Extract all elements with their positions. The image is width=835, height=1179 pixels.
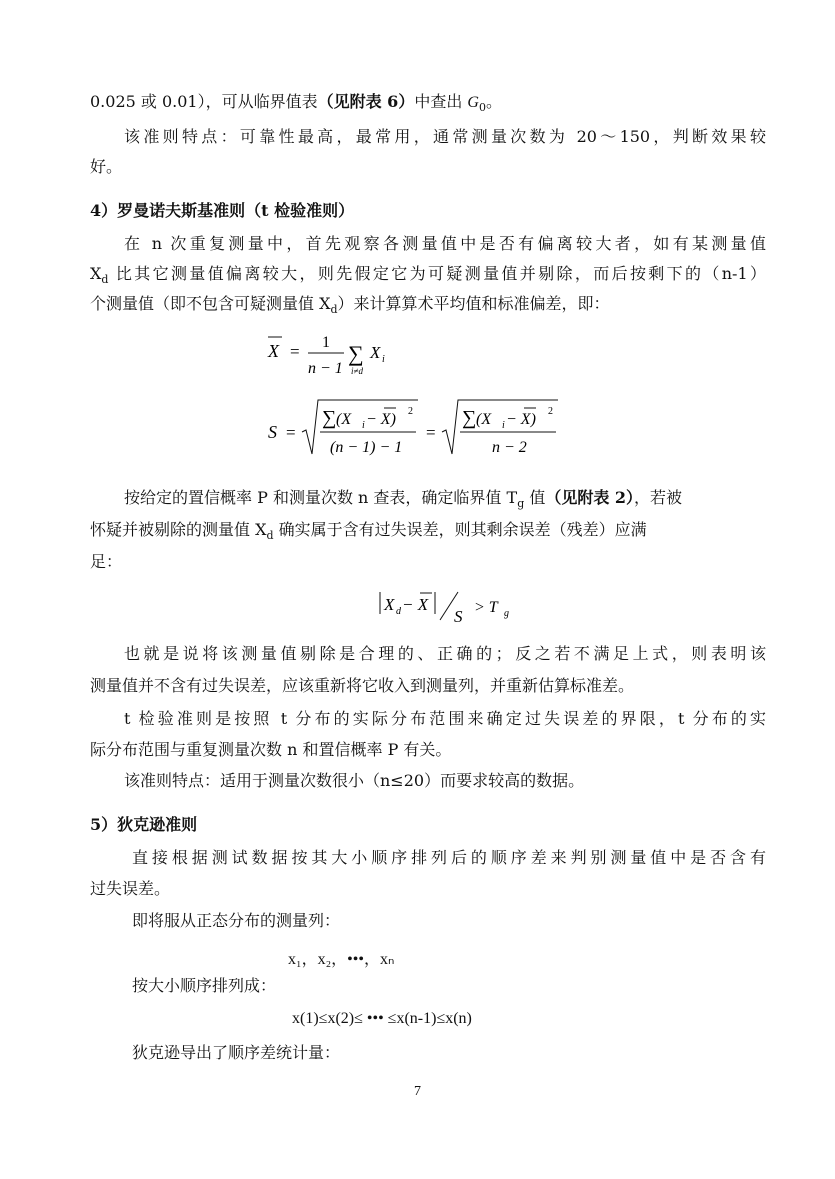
appendix-reference: （见附表 2） xyxy=(545,488,635,507)
symbol-g: G xyxy=(467,94,479,111)
sum-symbol: ∑ xyxy=(322,407,337,429)
xi-symbol: X xyxy=(370,343,381,362)
equals-sign: = xyxy=(290,342,300,361)
s-symbol: S xyxy=(268,422,277,442)
numerator-part: (X xyxy=(476,411,492,428)
paragraph-line: 过失误差。 xyxy=(90,879,171,898)
text-span: 0.025 或 0.01），可从临界值表 xyxy=(90,92,318,111)
xbar-symbol: X xyxy=(268,341,279,361)
numerator-part: − X) xyxy=(506,411,536,428)
denominator: n − 1 xyxy=(308,360,343,377)
paragraph-line xyxy=(90,264,766,290)
paragraph-line: 狄克逊导出了顺序差统计量： xyxy=(132,1043,341,1062)
equals-sign: = xyxy=(286,423,296,442)
section-heading: 4）罗曼诺夫斯基准则（t 检验准则） xyxy=(90,201,355,220)
paragraph-line: 在 n 次重复测量中，首先观察各测量值中是否有偏离较大者，如有某测量值 xyxy=(124,234,766,253)
denominator: (n − 1) − 1 xyxy=(330,439,403,456)
numerator-subscript: i xyxy=(362,420,365,431)
equals-sign: = xyxy=(426,423,436,442)
paragraph-line: 测量值并不含有过失误差，应该重新将它收入到测量列，并重新估算标准差。 xyxy=(90,676,635,695)
minus-xbar: − X xyxy=(402,595,429,614)
subscript: d xyxy=(101,273,109,287)
denominator: n − 2 xyxy=(492,439,527,456)
t-subscript: g xyxy=(504,608,509,619)
measurement-sequence: x₁，x₂，•••，xₙ xyxy=(288,951,395,968)
xd-subscript: d xyxy=(396,606,401,617)
text-span: 按给定的置信概率 P 和测量次数 n 查表，确定临界值 T xyxy=(124,488,518,507)
paragraph-line: 好。 xyxy=(90,157,123,176)
criterion-formula xyxy=(378,586,528,626)
numerator-subscript: i xyxy=(502,420,505,431)
numerator-part: − X) xyxy=(366,411,396,428)
subscript: d xyxy=(266,529,274,543)
text-span: X xyxy=(90,264,102,283)
text-span: 值 xyxy=(524,488,546,507)
paragraph-line: 际分布范围与重复测量次数 n 和置信概率 P 有关。 xyxy=(90,740,452,759)
text-span: 个测量值（即不包含可疑测量值 X xyxy=(90,294,331,313)
subscript: d xyxy=(330,303,338,317)
sum-index: i≠d xyxy=(351,366,363,376)
numerator-part: (X xyxy=(336,411,352,428)
paragraph-line: 按大小顺序排列成： xyxy=(132,976,277,995)
xi-subscript: i xyxy=(382,354,385,365)
paragraph-line xyxy=(90,92,502,118)
mean-formula xyxy=(266,328,396,388)
text-span: 怀疑并被剔除的测量值 X xyxy=(90,520,267,539)
subscript: g xyxy=(517,497,525,511)
ordered-sequence: x(1)≤x(2)≤ ••• ≤x(n-1)≤x(n) xyxy=(292,1010,472,1027)
section-heading: 5）狄克逊准则 xyxy=(90,815,198,834)
page-number: 7 xyxy=(414,1084,421,1099)
std-deviation-formula xyxy=(266,394,566,464)
text-span: ）来计算算术平均值和标准偏差，即： xyxy=(337,294,610,313)
xd-symbol: X xyxy=(384,595,395,614)
paragraph-line: 直接根据测试数据按其大小顺序排列后的顺序差来判别测量值中是否含有 xyxy=(132,848,766,867)
text-span: 。 xyxy=(485,92,502,111)
paragraph-line xyxy=(90,294,610,320)
appendix-reference: （见附表 6） xyxy=(317,92,415,111)
paragraph-line: 即将服从正态分布的测量列： xyxy=(132,911,341,930)
s-symbol: S xyxy=(454,607,463,626)
text-span: 确实属于含有过失误差，则其剩余误差（残差）应满 xyxy=(273,520,647,539)
paragraph-line xyxy=(124,488,766,514)
sum-symbol: ∑ xyxy=(348,341,364,366)
paragraph-line: 也就是说将该测量值剔除是合理的、正确的；反之若不满足上式，则表明该 xyxy=(124,644,766,663)
numerator: 1 xyxy=(322,334,330,351)
paragraph-line: 该准则特点：可靠性最高，最常用，通常测量次数为 20～150，判断效果较 xyxy=(124,127,766,146)
exponent: 2 xyxy=(548,406,553,417)
subscript: 0 xyxy=(478,101,486,115)
paragraph-line: 足： xyxy=(90,552,123,571)
paragraph-line: t 检验准则是按照 t 分布的实际分布范围来确定过失误差的界限，t 分布的实 xyxy=(124,709,766,728)
text-span: 比其它测量值偏离较大，则先假定它为可疑测量值并剔除，而后按剩下的（n-1） xyxy=(108,264,766,283)
exponent: 2 xyxy=(408,406,413,417)
paragraph-line xyxy=(90,520,647,546)
sum-symbol: ∑ xyxy=(462,407,477,429)
paragraph-line: 该准则特点：适用于测量次数很小（n≤20）而要求较高的数据。 xyxy=(124,771,585,790)
text-span: 中查出 xyxy=(414,92,468,111)
text-span: ，若被 xyxy=(634,488,683,507)
greater-than-t: > T xyxy=(474,599,498,616)
